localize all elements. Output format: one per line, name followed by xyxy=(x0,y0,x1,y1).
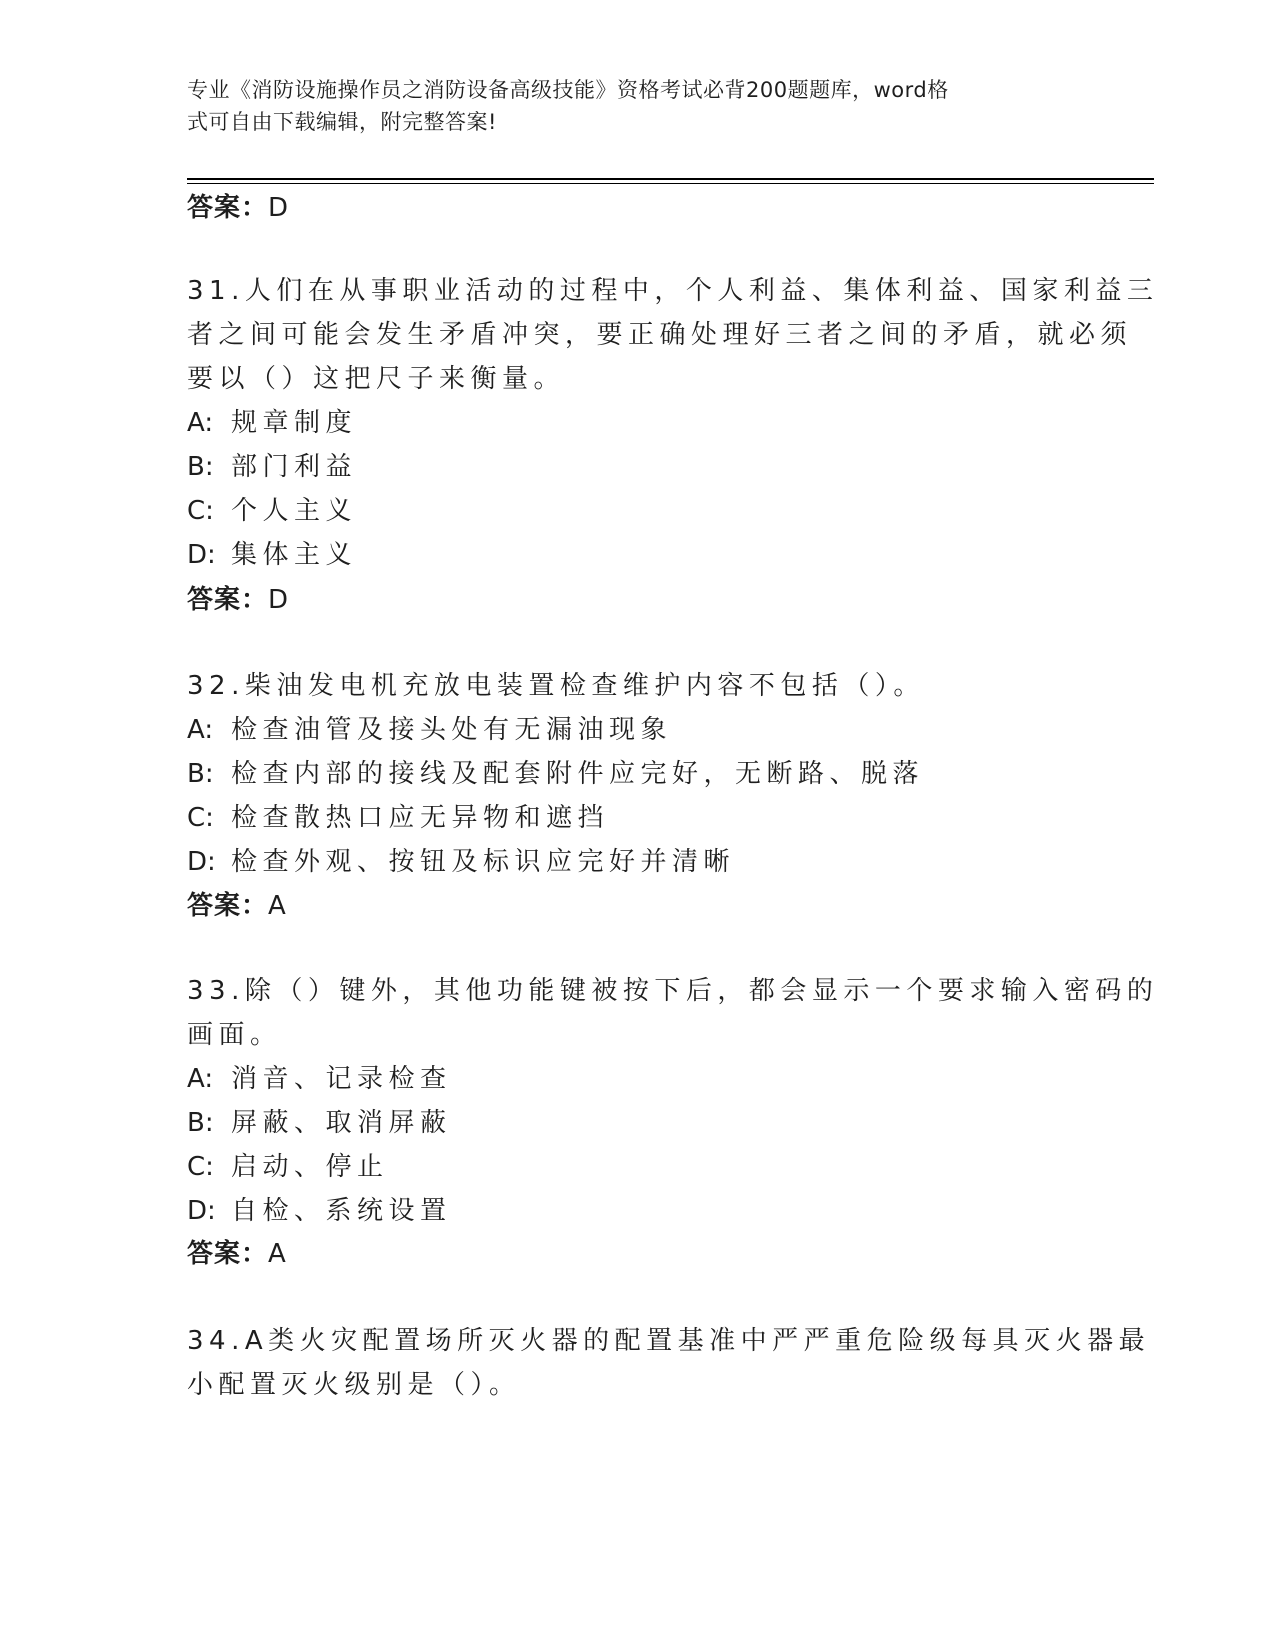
question-33-line-1: 33.除（）键外，其他功能键被按下后，都会显示一个要求输入密码的 xyxy=(187,976,1159,1006)
question-32-option-b: B: 检查内部的接线及配套附件应完好，无断路、脱落 xyxy=(187,759,925,789)
document-header xyxy=(187,74,1067,138)
question-34-line-1: 34.A类火灾配置场所灭火器的配置基准中严严重危险级每具灭火器最 xyxy=(187,1326,1151,1356)
question-33-option-a: A: 消音、记录检查 xyxy=(187,1064,452,1094)
question-31-option-d: D: 集体主义 xyxy=(187,540,358,570)
question-32-option-a: A: 检查油管及接头处有无漏油现象 xyxy=(187,715,673,745)
question-31-option-b: B: 部门利益 xyxy=(187,452,358,482)
answer-line: 答案：D xyxy=(187,193,290,223)
question-32-line-1: 32.柴油发电机充放电装置检查维护内容不包括（）。 xyxy=(187,671,925,701)
question-33-answer: 答案：A xyxy=(187,1239,287,1269)
question-32-option-d: D: 检查外观、按钮及标识应完好并清晰 xyxy=(187,847,736,877)
question-33-option-b: B: 屏蔽、取消屏蔽 xyxy=(187,1108,452,1138)
question-31-option-a: A: 规章制度 xyxy=(187,408,358,438)
header-rule-thin xyxy=(187,183,1154,184)
question-31-line-1: 31.人们在从事职业活动的过程中，个人利益、集体利益、国家利益三 xyxy=(187,276,1159,306)
question-31-option-c: C: 个人主义 xyxy=(187,496,358,526)
question-32-answer: 答案：A xyxy=(187,891,287,921)
answer-value: D xyxy=(268,585,290,615)
question-34-line-2: 小配置灭火级别是（）。 xyxy=(187,1370,521,1400)
answer-value: A xyxy=(268,1239,287,1269)
answer-value: A xyxy=(268,891,287,921)
header-line-1: 专业《消防设施操作员之消防设备高级技能》资格考试必背200题题库，word格 xyxy=(187,78,949,102)
question-33-line-2: 画面。 xyxy=(187,1020,282,1050)
question-31-answer: 答案：D xyxy=(187,585,290,615)
header-rule-thick xyxy=(187,178,1154,180)
question-31-line-3: 要以（）这把尺子来衡量。 xyxy=(187,364,566,394)
answer-value: D xyxy=(268,193,290,223)
question-33-option-d: D: 自检、系统设置 xyxy=(187,1196,452,1226)
header-line-2: 式可自由下载编辑，附完整答案! xyxy=(187,110,497,134)
question-32-option-c: C: 检查散热口应无异物和遮挡 xyxy=(187,803,610,833)
question-31-line-2: 者之间可能会发生矛盾冲突，要正确处理好三者之间的矛盾，就必须 xyxy=(187,320,1133,350)
question-33-option-c: C: 启动、停止 xyxy=(187,1152,389,1182)
